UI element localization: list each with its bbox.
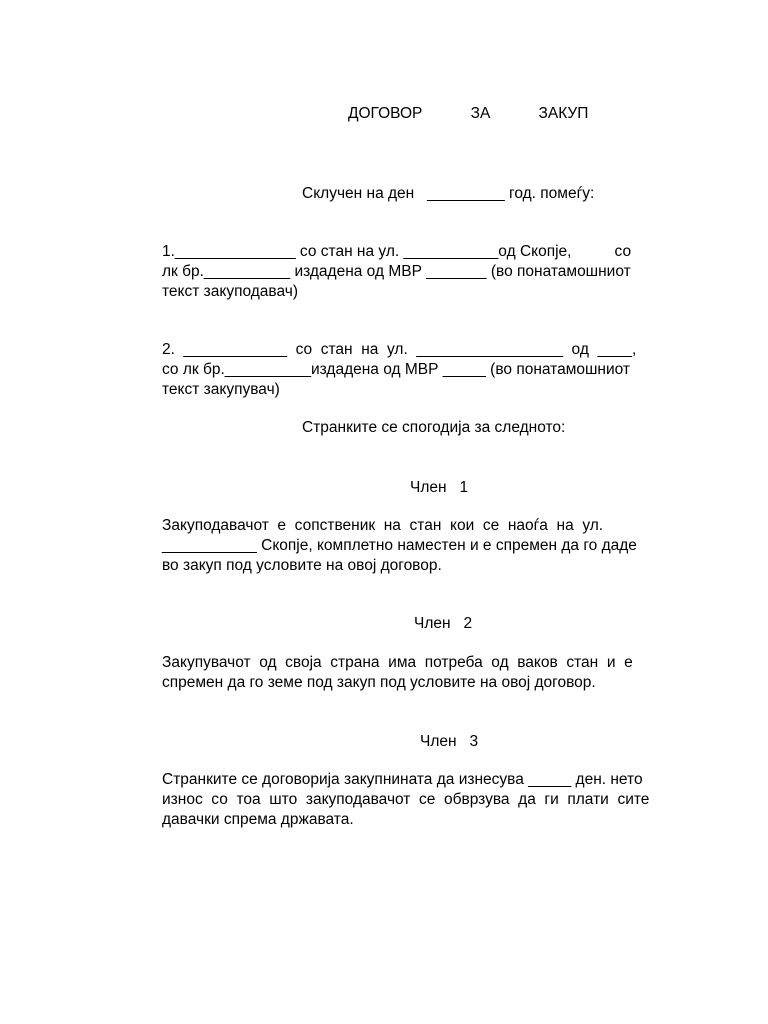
article-3-line-3: давачки спрема државата. (162, 811, 354, 828)
article-1-heading: Член 1 (410, 479, 469, 496)
article-1-line-2: ___________ Скопје, комплетно наместен и е спремен да го даде (162, 537, 637, 554)
party-1-line-3: текст закуподавач) (162, 283, 299, 300)
article-2-line-2: спремен да го земе под закуп под условите на овој договор. (162, 674, 596, 691)
article-1-line-1: Закуподавачот е сопственик на стан кои се наоѓа на ул. (162, 517, 604, 534)
agreement-line: Странките се спогодија за следното: (302, 419, 566, 436)
party-1-line-2: лк бр.__________ издадена од МВР _______ (во понатамошниот (162, 263, 631, 280)
party-2-line-1: 2. ____________ со стан на ул. _________________ од ____, (162, 341, 637, 358)
party-1-line-1: 1.______________ со стан на ул. ___________од Скопје, со (162, 243, 632, 260)
article-1-line-3: во закуп под условите на овој договор. (162, 557, 442, 574)
article-2-heading: Член 2 (414, 615, 473, 632)
party-2-line-2: со лк бр.__________издадена од МВР _____ (во понатамошниот (162, 361, 631, 378)
article-3-line-2: износ со тоа што закуподавачот се обврзува да ги плати сите (162, 791, 650, 808)
article-3-line-1: Странките се договорија закупнината да изнесува _____ ден. нето (162, 771, 643, 788)
concluded-line: Склучен на ден _________ год. помеѓу: (302, 185, 595, 202)
document-title: ДОГОВОР ЗА ЗАКУП (348, 105, 589, 122)
article-3-heading: Член 3 (420, 733, 479, 750)
article-2-line-1: Закупувачот од своја страна има потреба од ваков стан и е (162, 654, 633, 671)
party-2-line-3: текст закупувач) (162, 381, 280, 398)
